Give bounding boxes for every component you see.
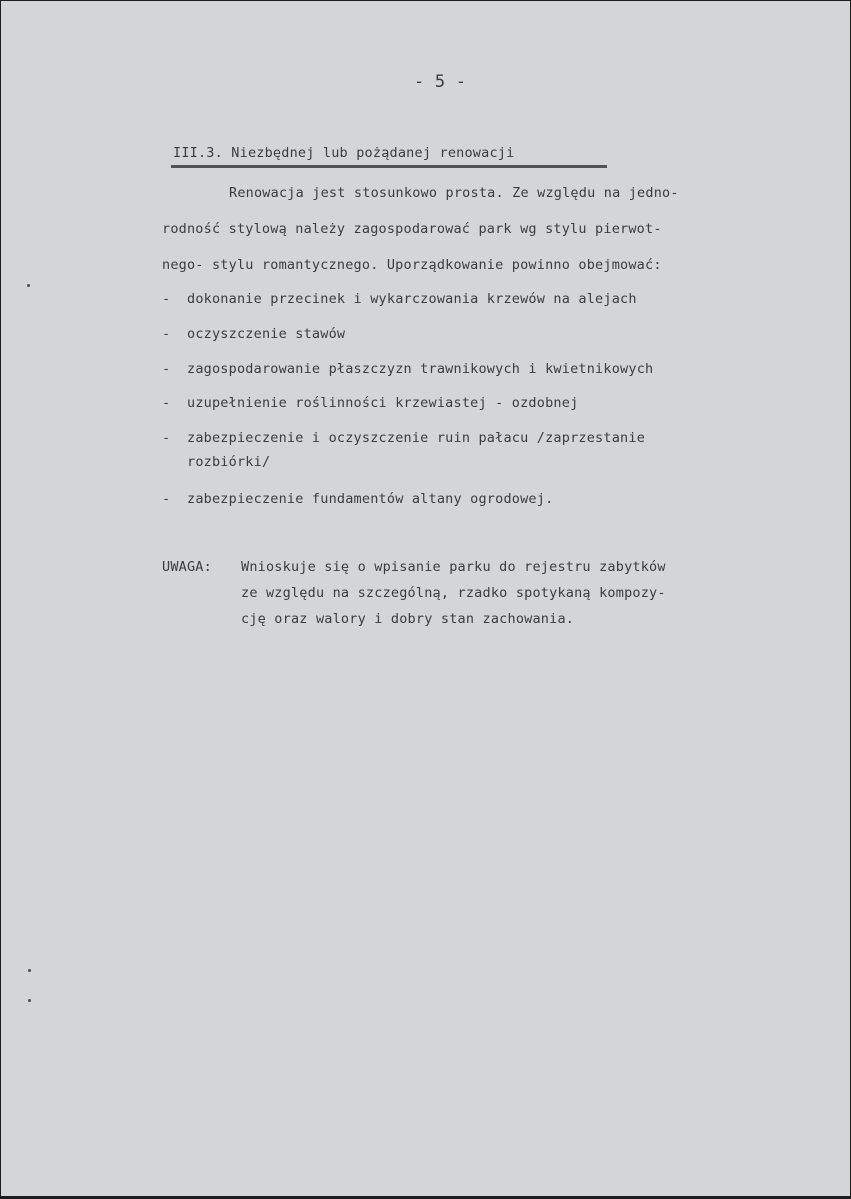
- document-page: [1, 1, 850, 1196]
- list-dash: -: [162, 326, 171, 342]
- list-item: zagospodarowanie płaszczyzn trawnikowych i kwietnikowych: [187, 361, 654, 377]
- heading-underline: [171, 165, 607, 168]
- paragraph-line: Renowacja jest stosunkowo prosta. Ze względu na jedno-: [229, 185, 679, 201]
- list-item: zabezpieczenie fundamentów altany ogrodowej.: [187, 491, 554, 507]
- page-number: - 5 -: [414, 72, 467, 92]
- paper-speck: [27, 284, 30, 287]
- list-dash: -: [162, 361, 171, 377]
- note-line: cję oraz walory i dobry stan zachowania.: [241, 611, 575, 627]
- paragraph-line: nego- stylu romantycznego. Uporządkowanie powinno obejmować:: [162, 257, 662, 273]
- list-item-continuation: rozbiórki/: [187, 454, 271, 470]
- paper-speck: [28, 999, 31, 1002]
- section-heading: III.3. Niezbędnej lub pożądanej renowacji: [173, 145, 515, 161]
- list-dash: -: [162, 430, 171, 446]
- list-item: uzupełnienie roślinności krzewiastej - ozdobnej: [187, 395, 579, 411]
- note-label: UWAGA:: [162, 559, 212, 575]
- list-dash: -: [162, 395, 171, 411]
- paragraph-line: rodność stylową należy zagospodarować park wg stylu pierwot-: [162, 221, 662, 237]
- note-line: ze względu na szczególną, rzadko spotykaną kompozy-: [241, 585, 666, 601]
- list-dash: -: [162, 291, 171, 307]
- list-item: dokonanie przecinek i wykarczowania krzewów na alejach: [187, 291, 637, 307]
- note-line: Wnioskuje się o wpisanie parku do rejestru zabytków: [241, 559, 666, 575]
- list-item: oczyszczenie stawów: [187, 326, 346, 342]
- paper-speck: [28, 969, 31, 972]
- list-item: zabezpieczenie i oczyszczenie ruin pałacu /zaprzestanie: [187, 430, 646, 446]
- list-dash: -: [162, 491, 171, 507]
